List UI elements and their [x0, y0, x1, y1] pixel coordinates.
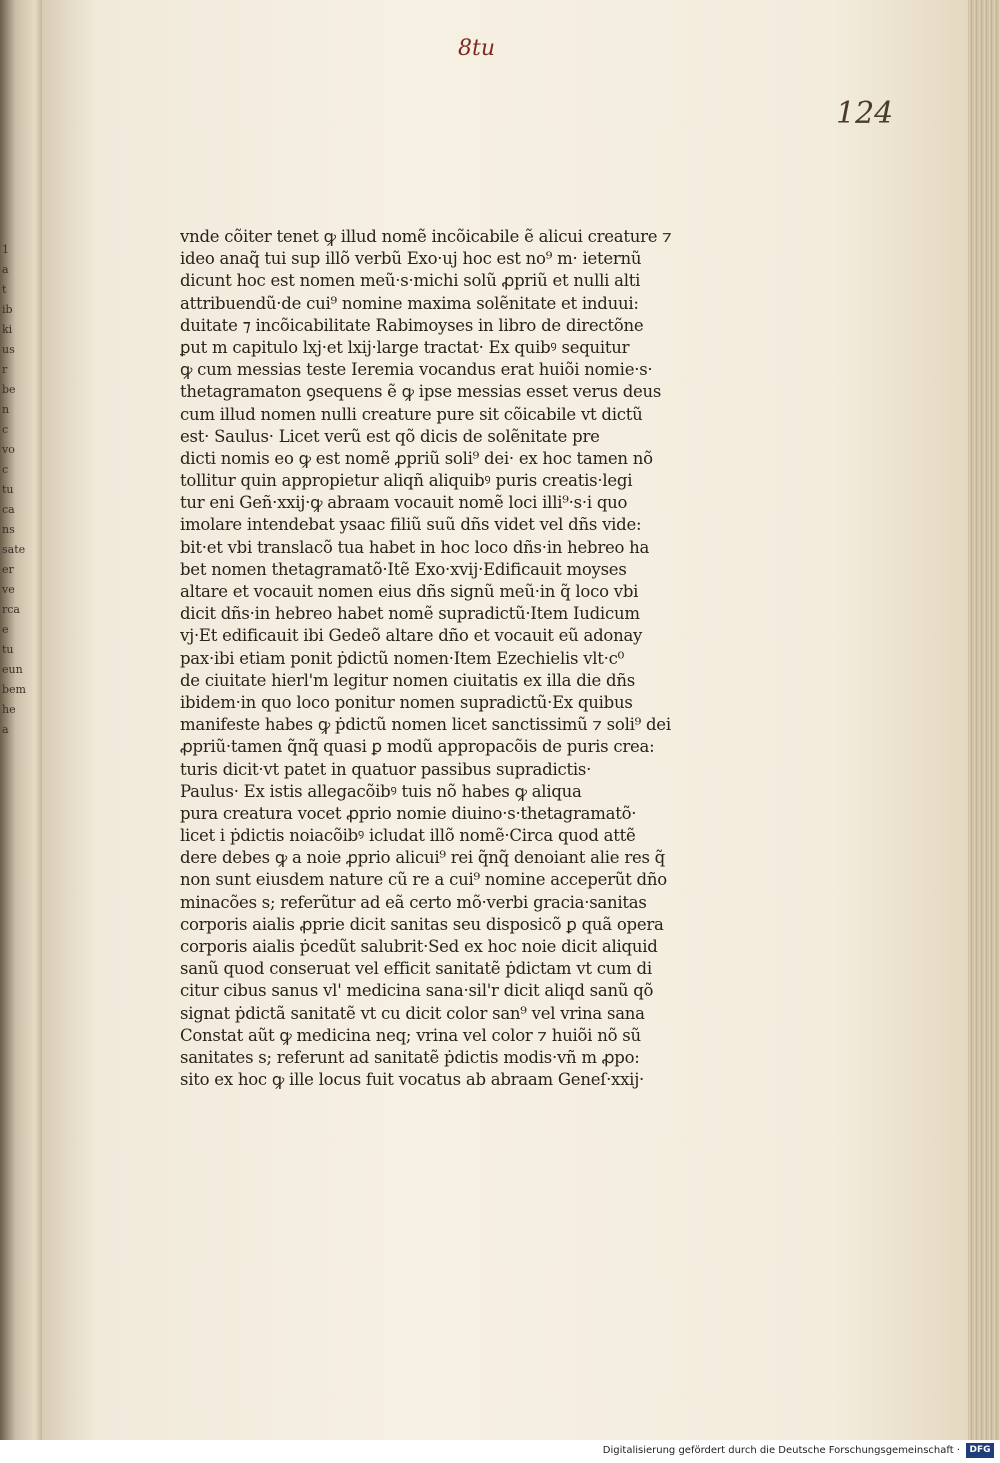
left-page-snippet: ib [2, 303, 13, 316]
text-line: tollitur quin appropietur aliqñ aliquibꝰ puris creatis·legi [180, 471, 633, 491]
left-page-snippet: tu [2, 643, 14, 656]
left-page-snippet: a [2, 723, 9, 736]
text-line: est· Saulus· Licet verũ est qõ dicis de solẽnitate pre [180, 426, 600, 446]
text-line: corporis aialis ꝓprie dicit sanitas seu disposicõ ꝑ quã opera [180, 914, 664, 934]
top-annotation: 8tu [458, 36, 496, 61]
text-line: ꝙ cum messias teste Ieremia vocandus erat huiõi nomie·s· [180, 360, 653, 380]
text-line: non sunt eiusdem nature cũ re a cui⁹ nomine acceperũt dño [180, 870, 667, 890]
text-line: manifeste habes ꝙ ṗdictũ nomen licet sanctissimũ ⁊ soli⁹ dei [180, 715, 671, 735]
left-page-snippet: n [2, 403, 10, 416]
text-line: vj·Et edificauit ibi Gedeõ altare dño et vocauit eũ adonay [180, 626, 643, 646]
left-page-snippet: be [2, 383, 16, 396]
left-page-snippet: eun [2, 663, 23, 676]
text-line: licet i ṗdictis noiacõibꝰ icludat illõ nomẽ·Circa quod attẽ [180, 826, 636, 846]
left-page-snippet: bem [2, 683, 26, 696]
text-line: duitate ⁊ incõicabilitate Rabimoyses in libro de directõne [180, 315, 644, 335]
left-page-snippet: tu [2, 483, 14, 496]
text-line: sanũ quod conseruat vel efficit sanitatẽ ṗdictam vt cum di [180, 959, 652, 979]
left-page-snippet: a [2, 263, 9, 276]
text-line: tur eni Geñ·xxij·ꝙ abraam vocauit nomẽ loci illi⁹·s·i quo [180, 493, 628, 513]
text-line: citur cibus sanus vl' medicina sana·sil'r dicit aliqd sanũ qõ [180, 981, 654, 1001]
left-page-snippet: t [2, 283, 7, 296]
left-page-fragment [0, 0, 44, 1440]
left-page-snippet: er [2, 563, 14, 576]
left-page-snippet: ve [2, 583, 15, 596]
left-page-text [2, 240, 38, 740]
text-line: Constat aũt ꝙ medicina neq; vrina vel color ⁊ huiõi nõ sũ [180, 1025, 641, 1045]
left-page-snippet: 1 [2, 243, 9, 256]
text-line: dere debes ꝙ a noie ꝓprio alicui⁹ rei q̃nq̃ denoiant alie res q̃ [180, 848, 665, 868]
text-line: sito ex hoc ꝙ ille locus fuit vocatus ab abraam Geneſ·xxij· [180, 1070, 645, 1090]
footer-credit: Digitalisierung gefördert durch die Deutsche Forschungsgemeinschaft · [602, 1445, 960, 1456]
text-line: Paulus· Ex istis allegacõibꝰ tuis nõ habes ꝙ aliqua [180, 781, 582, 801]
text-line: dicunt hoc est nomen meũ·s·michi solũ ꝓpriũ et nulli alti [180, 271, 641, 291]
text-line: corporis aialis ṗcedũt salubrit·Sed ex hoc noie dicit aliquid [180, 937, 658, 956]
text-line: dicti nomis eo ꝙ est nomẽ ꝓpriũ soli⁹ dei· ex hoc tamen nõ [180, 448, 653, 468]
left-page-snippet: ki [2, 323, 13, 336]
text-line: dicit dñs·in hebreo habet nomẽ supradictũ·Item Iudicum [180, 604, 640, 624]
left-page-snippet: sate [2, 543, 26, 556]
left-page-snippet: ns [2, 523, 15, 536]
text-line: turis dicit·vt patet in quatuor passibus supradictis· [180, 759, 592, 779]
left-page-snippet: e [2, 623, 9, 636]
footer-bar [0, 1440, 1000, 1463]
text-line: imolare intendebat ysaac filiũ suũ dñs videt vel dñs vide: [180, 515, 642, 535]
text-line: signat ṗdictã sanitatẽ vt cu dicit color san⁹ vel vrina sana [180, 1003, 645, 1023]
page-edges [968, 0, 1000, 1440]
left-page-snippet: ca [2, 503, 15, 516]
folio-number: 124 [836, 96, 894, 131]
left-page-snippet: c [2, 423, 9, 436]
text-line: pax·ibi etiam ponit ṗdictũ nomen·Item Ezechielis vlt·c⁰ [180, 648, 625, 668]
text-line: bet nomen thetagramatõ·Itẽ Exo·xvij·Edificauit moyses [180, 559, 627, 579]
main-text-block [180, 226, 720, 1091]
text-line: ꝓpriũ·tamen q̃nq̃ quasi ꝑ modũ appropacõis de puris crea: [180, 737, 655, 757]
dfg-logo: DFG [966, 1443, 994, 1458]
text-line: cum illud nomen nulli creature pure sit cõicabile vt dictũ [180, 404, 643, 424]
left-page-snippet: rca [2, 603, 20, 616]
left-page-snippet: c [2, 463, 9, 476]
text-line: altare et vocauit nomen eius dñs signũ meũ·in q̃ loco vbi [180, 582, 639, 601]
left-page-snippet: us [2, 343, 15, 356]
left-page-snippet: he [2, 703, 16, 716]
text-line: pura creatura vocet ꝓprio nomie diuino·s·thetagramatõ· [180, 803, 637, 823]
text-line: vnde cõiter tenet ꝙ illud nomẽ incõicabile ẽ alicui creature ⁊ [180, 227, 672, 246]
left-page-snippet: r [2, 363, 8, 376]
text-line: ideo anaq̃ tui sup illõ verbũ Exo·uj hoc est no⁹ m· ieternũ [180, 249, 642, 269]
left-page-snippet: vo [2, 443, 15, 456]
text-line: thetagramaton ꝯsequens ẽ ꝙ ipse messias esset verus deus [180, 382, 662, 402]
text-line: bit·et vbi translacõ tua habet in hoc loco dñs·in hebreo ha [180, 537, 650, 557]
text-line: attribuendũ·de cui⁹ nomine maxima solẽnitate et induui: [180, 293, 639, 313]
text-line: ꝑut m capitulo lxj·et lxij·large tractat· Ex quibꝰ sequitur [180, 337, 630, 357]
text-line: sanitates s; referunt ad sanitatẽ ṗdictis modis·vñ m ꝓpo: [180, 1047, 640, 1067]
text-line: ibidem·in quo loco ponitur nomen supradictũ·Ex quibus [180, 692, 633, 712]
text-line: minacões s; referũtur ad eã certo mõ·verbi gracia·sanitas [180, 892, 647, 912]
text-line: de ciuitate hierl'm legitur nomen ciuitatis ex illa die dñs [180, 670, 635, 690]
